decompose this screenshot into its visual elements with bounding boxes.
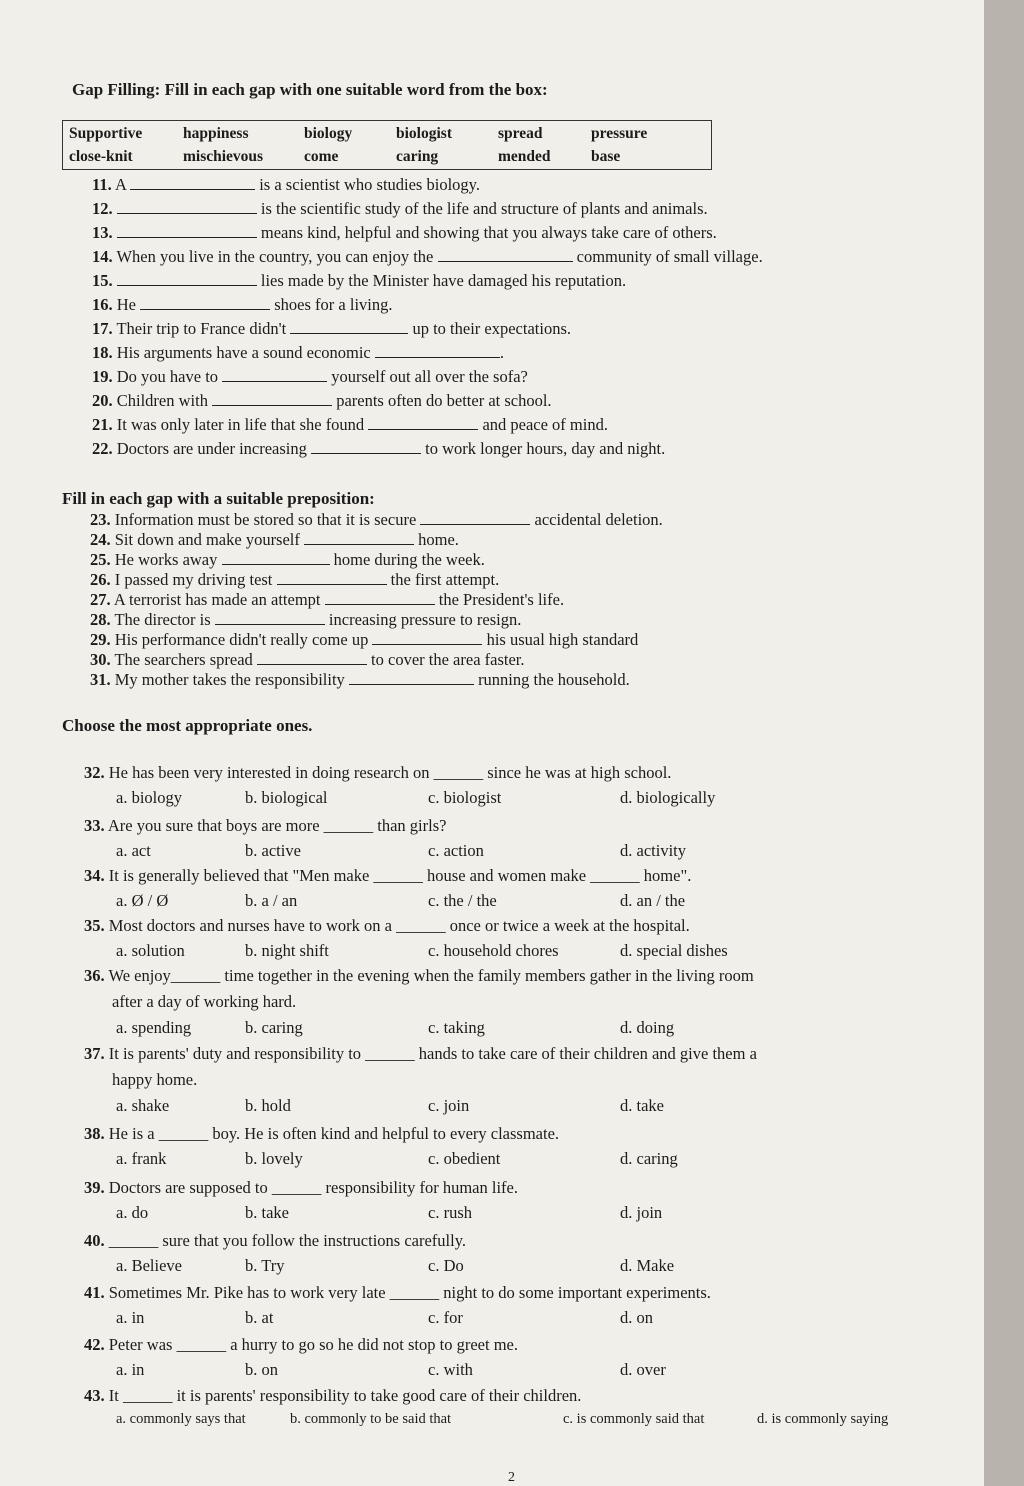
answer-blank[interactable] — [349, 670, 474, 685]
answer-blank[interactable] — [375, 343, 500, 358]
mcq-option[interactable]: c. rush — [428, 1203, 472, 1222]
mcq-question: 35. Most doctors and nurses have to work on a ______ once or twice a week at the hospital. — [84, 916, 690, 935]
answer-blank[interactable] — [372, 630, 482, 645]
mcq-option[interactable]: d. on — [620, 1308, 653, 1327]
preposition-question: 29. His performance didn't really come up his usual high standard — [90, 630, 639, 649]
mcq-option[interactable]: c. household chores — [428, 941, 559, 960]
gap-question: 21. It was only later in life that she found and peace of mind. — [92, 415, 608, 434]
mcq-option[interactable]: d. biologically — [620, 788, 716, 807]
mcq-option[interactable]: b. take — [245, 1203, 289, 1222]
mcq-option[interactable]: b. Try — [245, 1256, 285, 1275]
mcq-option[interactable]: c. taking — [428, 1018, 485, 1037]
box-word: Supportive — [69, 125, 143, 142]
mcq-question-continued: after a day of working hard. — [112, 992, 297, 1011]
mcq-option[interactable]: a. do — [116, 1203, 149, 1222]
answer-blank[interactable] — [212, 391, 332, 406]
section1-heading: Gap Filling: Fill in each gap with one suitable word from the box: — [72, 80, 548, 99]
mcq-option[interactable]: a. biology — [116, 788, 182, 807]
mcq-option[interactable]: b. commonly to be said that — [290, 1411, 452, 1427]
mcq-option[interactable]: d. activity — [620, 841, 686, 860]
mcq-option[interactable]: b. on — [245, 1360, 278, 1379]
mcq-option[interactable]: c. action — [428, 841, 484, 860]
mcq-option[interactable]: c. is commonly said that — [563, 1411, 705, 1427]
box-word: spread — [498, 125, 543, 142]
mcq-question: 41. Sometimes Mr. Pike has to work very late ______ night to do some important experiments. — [84, 1283, 711, 1302]
section2-heading: Fill in each gap with a suitable preposition: — [62, 489, 375, 508]
mcq-option[interactable]: a. shake — [116, 1096, 170, 1115]
answer-blank[interactable] — [311, 439, 421, 454]
gap-question: 17. Their trip to France didn't up to their expectations. — [92, 319, 572, 338]
gap-question: 19. Do you have to yourself out all over the sofa? — [92, 367, 528, 386]
mcq-option[interactable]: d. take — [620, 1096, 664, 1115]
answer-blank[interactable] — [290, 319, 408, 334]
mcq-option[interactable]: b. caring — [245, 1018, 303, 1037]
answer-blank[interactable] — [420, 510, 530, 525]
gap-question: 15. lies made by the Minister have damaged his reputation. — [92, 271, 627, 290]
answer-blank[interactable] — [438, 247, 573, 262]
mcq-option[interactable]: c. for — [428, 1308, 463, 1327]
mcq-option[interactable]: b. hold — [245, 1096, 291, 1115]
answer-blank[interactable] — [130, 175, 255, 190]
box-word: happiness — [183, 125, 249, 142]
gap-question: 20. Children with parents often do better at school. — [92, 391, 552, 410]
preposition-question: 27. A terrorist has made an attempt the President's life. — [90, 590, 565, 609]
mcq-option[interactable]: d. over — [620, 1360, 666, 1379]
mcq-question: 34. It is generally believed that "Men make ______ house and women make ______ home". — [84, 866, 692, 885]
answer-blank[interactable] — [222, 367, 327, 382]
answer-blank[interactable] — [140, 295, 270, 310]
preposition-question: 24. Sit down and make yourself home. — [90, 530, 459, 549]
box-word: biologist — [396, 125, 452, 142]
mcq-option[interactable]: d. special dishes — [620, 941, 728, 960]
mcq-option[interactable]: a. spending — [116, 1018, 192, 1037]
preposition-question: 30. The searchers spread to cover the area faster. — [90, 650, 525, 669]
mcq-question: 33. Are you sure that boys are more ______ than girls? — [84, 816, 447, 835]
preposition-question: 31. My mother takes the responsibility running the household. — [90, 670, 630, 689]
box-word: close-knit — [69, 148, 133, 165]
mcq-option[interactable]: c. the / the — [428, 891, 497, 910]
box-word: pressure — [591, 125, 648, 142]
mcq-option[interactable]: d. Make — [620, 1256, 675, 1275]
answer-blank[interactable] — [117, 199, 257, 214]
mcq-question: 37. It is parents' duty and responsibility to ______ hands to take care of their children and give them a — [84, 1044, 757, 1063]
mcq-question: 43. It ______ it is parents' responsibility to take good care of their children. — [84, 1386, 582, 1405]
box-word: come — [304, 148, 339, 165]
mcq-option[interactable]: c. biologist — [428, 788, 502, 807]
mcq-option[interactable]: d. doing — [620, 1018, 675, 1037]
mcq-question-continued: happy home. — [112, 1070, 198, 1089]
box-word: biology — [304, 125, 353, 142]
mcq-option[interactable]: a. act — [116, 841, 151, 860]
gap-question: 14. When you live in the country, you can enjoy the community of small village. — [92, 247, 763, 266]
mcq-question: 32. He has been very interested in doing research on ______ since he was at high school. — [84, 763, 672, 782]
gap-question: 18. His arguments have a sound economic . — [92, 343, 505, 362]
mcq-option[interactable]: a. frank — [116, 1149, 167, 1168]
mcq-option[interactable]: b. biological — [245, 788, 328, 807]
page-edge — [984, 0, 1024, 1486]
answer-blank[interactable] — [368, 415, 478, 430]
mcq-option[interactable]: b. night shift — [245, 941, 329, 960]
mcq-option[interactable]: c. with — [428, 1360, 473, 1379]
answer-blank[interactable] — [215, 610, 325, 625]
gap-question: 11. A is a scientist who studies biology. — [92, 175, 480, 194]
page-number: 2 — [508, 1470, 515, 1485]
mcq-option[interactable]: a. Ø / Ø — [116, 891, 169, 910]
gap-question: 12. is the scientific study of the life and structure of plants and animals. — [92, 199, 708, 218]
mcq-option[interactable]: d. join — [620, 1203, 663, 1222]
mcq-option[interactable]: a. commonly says that — [116, 1411, 246, 1427]
mcq-question: 38. He is a ______ boy. He is often kind and helpful to every classmate. — [84, 1124, 560, 1143]
answer-blank[interactable] — [304, 530, 414, 545]
mcq-question: 36. We enjoy______ time together in the evening when the family members gather in the living room — [84, 966, 754, 985]
mcq-option[interactable]: b. lovely — [245, 1149, 303, 1168]
mcq-option[interactable]: a. in — [116, 1360, 145, 1379]
answer-blank[interactable] — [325, 590, 435, 605]
mcq-option[interactable]: b. a / an — [245, 891, 298, 910]
gap-question: 13. means kind, helpful and showing that you always take care of others. — [92, 223, 717, 242]
mcq-option[interactable]: c. obedient — [428, 1149, 501, 1168]
answer-blank[interactable] — [277, 570, 387, 585]
preposition-question: 23. Information must be stored so that it is secure accidental deletion. — [90, 510, 663, 529]
mcq-option[interactable]: d. an / the — [620, 891, 686, 910]
mcq-option[interactable]: b. at — [245, 1308, 274, 1327]
mcq-option[interactable]: a. Believe — [116, 1256, 182, 1275]
mcq-option[interactable]: a. in — [116, 1308, 145, 1327]
answer-blank[interactable] — [117, 271, 257, 286]
preposition-question: 26. I passed my driving test the first attempt. — [90, 570, 500, 589]
mcq-option[interactable]: d. is commonly saying — [757, 1411, 889, 1427]
mcq-question: 39. Doctors are supposed to ______ responsibility for human life. — [84, 1178, 518, 1197]
mcq-option[interactable]: c. join — [428, 1096, 470, 1115]
section3-heading: Choose the most appropriate ones. — [62, 716, 313, 735]
preposition-question: 28. The director is increasing pressure to resign. — [90, 610, 522, 629]
mcq-question: 42. Peter was ______ a hurry to go so he did not stop to greet me. — [84, 1335, 518, 1354]
answer-blank[interactable] — [117, 223, 257, 238]
mcq-option[interactable]: a. solution — [116, 941, 185, 960]
preposition-question: 25. He works away home during the week. — [90, 550, 485, 569]
box-word: base — [591, 148, 621, 165]
mcq-option[interactable]: b. active — [245, 841, 301, 860]
gap-question: 22. Doctors are under increasing to work longer hours, day and night. — [92, 439, 666, 458]
answer-blank[interactable] — [257, 650, 367, 665]
gap-question: 16. He shoes for a living. — [92, 295, 393, 314]
box-word: caring — [396, 148, 439, 165]
word-box — [62, 120, 712, 170]
box-word: mischievous — [183, 148, 264, 165]
answer-blank[interactable] — [222, 550, 330, 565]
mcq-option[interactable]: d. caring — [620, 1149, 678, 1168]
box-word: mended — [498, 148, 551, 165]
mcq-option[interactable]: c. Do — [428, 1256, 464, 1275]
mcq-question: 40. ______ sure that you follow the instructions carefully. — [84, 1231, 467, 1250]
